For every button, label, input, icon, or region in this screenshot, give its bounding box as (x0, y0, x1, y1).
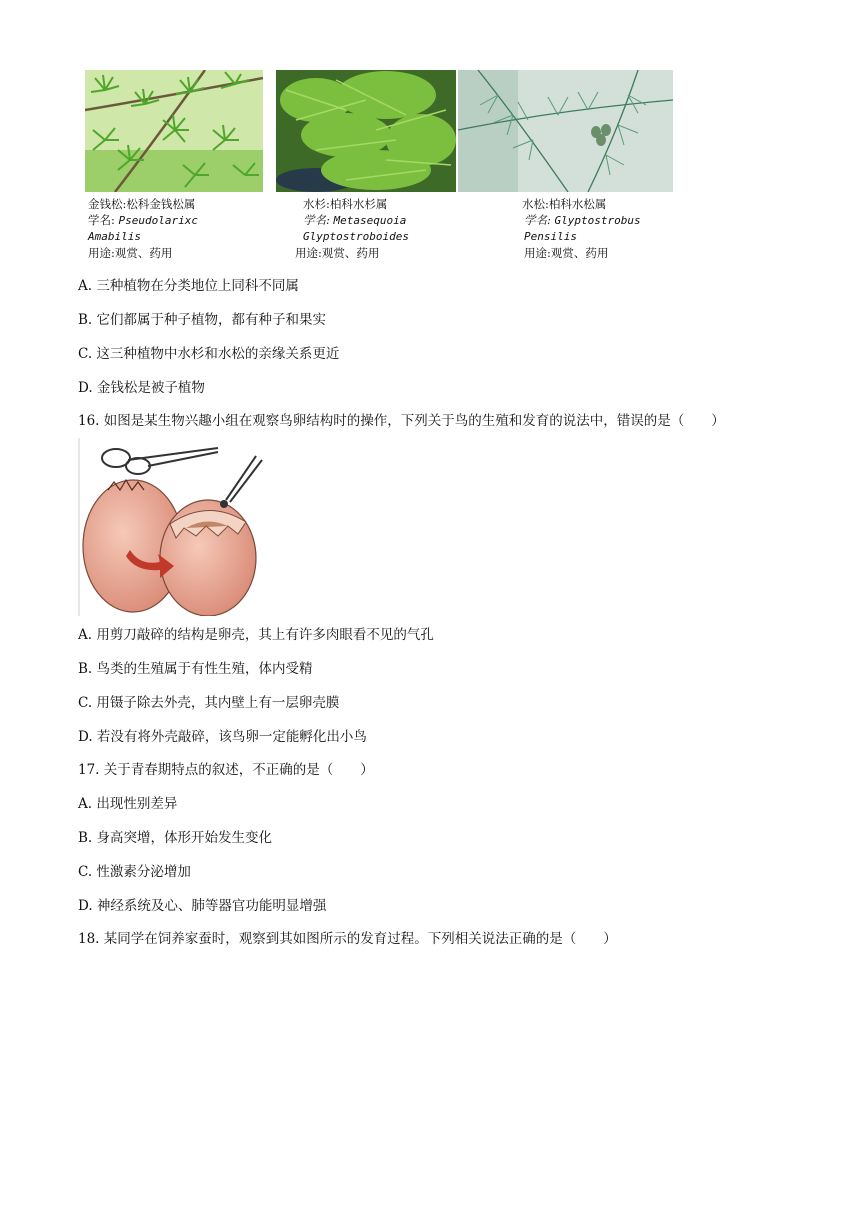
q17-stem: 17. 关于青春期特点的叙述，不正确的是（ ） (78, 762, 374, 778)
sci-name-part1: Metasequoia (333, 214, 407, 227)
q16-stem: 16. 如图是某生物兴趣小组在观察鸟卵结构时的操作，下列关于鸟的生殖和发育的说法中，错误的是（ ） (78, 413, 725, 429)
plant-sci-name (88, 212, 198, 229)
sci-label: 学名: (303, 213, 330, 227)
plant-caption-dawn-redwood (295, 196, 409, 261)
q17-option-b: B. 身高突增，体形开始发生变化 (78, 830, 273, 846)
q17-option-c: C. 性激素分泌增加 (78, 864, 191, 880)
sci-label: 学名: (524, 213, 551, 227)
plant-name-family: 金钱松:松科金钱松属 (88, 197, 196, 211)
golden-larch-photo (85, 70, 263, 192)
q15-option-c: C. 这三种植物中水杉和水松的亲缘关系更近 (78, 346, 340, 362)
plant-caption-swamp-cypress (524, 196, 641, 261)
q16-option-d: D. 若没有将外壳敲碎，该鸟卵一定能孵化出小鸟 (78, 729, 367, 745)
sci-name-part1: Pseudolarixc (118, 214, 199, 227)
plant-name-family: 水杉:柏科水杉属 (303, 197, 388, 211)
q16-option-c: C. 用镊子除去外壳，其内壁上有一层卵壳膜 (78, 695, 340, 711)
q16-option-b: B. 鸟类的生殖属于有性生殖，体内受精 (78, 661, 313, 677)
q18-stem: 18. 某同学在饲养家蚕时，观察到其如图所示的发育过程。下列相关说法正确的是（ ） (78, 931, 617, 947)
q17-option-d: D. 神经系统及心、肺等器官功能明显增强 (78, 898, 327, 914)
plant-caption-golden-larch (88, 196, 198, 261)
bird-egg-diagram (78, 438, 266, 616)
dawn-redwood-photo (276, 70, 456, 192)
plant-name-family: 水松:柏科水松属 (522, 197, 607, 211)
q15-option-a: A. 三种植物在分类地位上同科不同属 (78, 278, 299, 294)
q17-option-a: A. 出现性别差异 (78, 796, 178, 812)
q16-option-a: A. 用剪刀敲碎的结构是卵壳，其上有许多肉眼看不见的气孔 (78, 627, 434, 643)
q15-option-d: D. 金钱松是被子植物 (78, 380, 205, 396)
sci-label: 学名: (88, 213, 115, 227)
plant-usage: 用途:观赏、药用 (524, 246, 609, 260)
plant-sci-name (524, 212, 641, 229)
plant-usage: 用途:观赏、药用 (295, 246, 380, 260)
sci-name-part2: Pensilis (524, 230, 577, 243)
sci-name-part1: Glyptostrobus (554, 214, 641, 227)
sci-name-part2: Glyptostroboides (303, 230, 409, 243)
plant-sci-name (303, 212, 409, 229)
q15-option-b: B. 它们都属于种子植物，都有种子和果实 (78, 312, 327, 328)
sci-name-part2: Amabilis (88, 230, 141, 243)
plant-usage: 用途:观赏、药用 (88, 246, 173, 260)
chinese-swamp-cypress-photo (458, 70, 673, 192)
